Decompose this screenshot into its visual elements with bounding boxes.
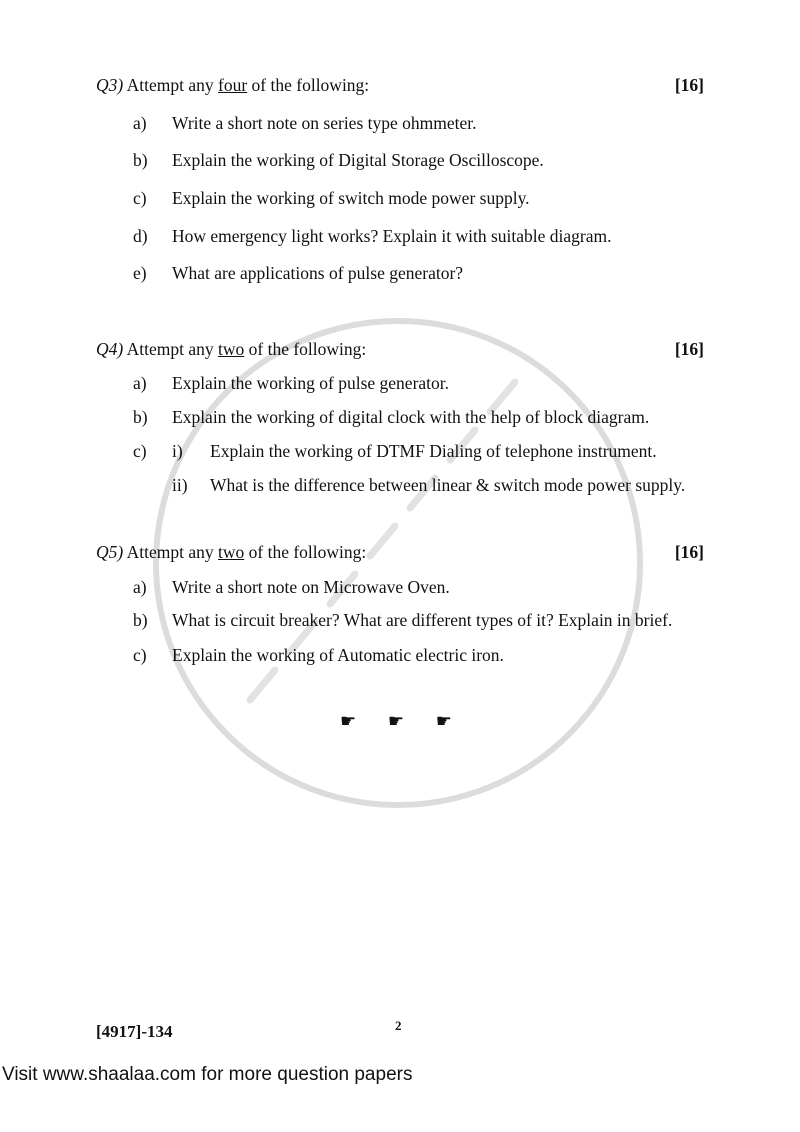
list-item-text: Explain the working of pulse generator. <box>172 373 450 393</box>
instruction-emphasis: four <box>218 75 248 95</box>
instruction-text: Attempt any <box>126 542 219 562</box>
list-item-letter: b) <box>133 407 148 427</box>
question-4-heading <box>96 338 366 360</box>
sub-item-roman: i) <box>172 441 183 461</box>
instruction-emphasis: two <box>218 339 245 359</box>
sub-item-text: What is the difference between linear & switch mode power supply. <box>210 475 686 495</box>
shaalaa-banner: Visit www.shaalaa.com for more question papers <box>2 1064 413 1085</box>
sub-item-roman: ii) <box>172 475 188 495</box>
instruction-text: of the following: <box>244 542 367 562</box>
page-number: 2 <box>395 1018 402 1033</box>
list-item-letter: b) <box>133 610 148 630</box>
instruction-text: Attempt any <box>126 339 219 359</box>
list-item-letter: c) <box>133 645 147 665</box>
question-label: Q5) <box>96 542 124 562</box>
list-item-letter: a) <box>133 373 147 393</box>
list-item-text: Explain the working of digital clock with the help of block diagram. <box>172 407 650 427</box>
list-item-text: What is circuit breaker? What are different types of it? Explain in brief. <box>172 610 673 630</box>
question-label: Q4) <box>96 339 124 359</box>
instruction-emphasis: two <box>218 542 245 562</box>
sub-item-text: Explain the working of DTMF Dialing of telephone instrument. <box>210 441 657 461</box>
list-item-text: What are applications of pulse generator? <box>172 263 464 283</box>
instruction-text: of the following: <box>244 339 367 359</box>
list-item-text: Write a short note on series type ohmmeter. <box>172 113 477 133</box>
paper-code: [4917]-134 <box>96 1022 173 1041</box>
question-label: Q3) <box>96 75 124 95</box>
instruction-text: of the following: <box>247 75 370 95</box>
list-item-text: Explain the working of Automatic electric iron. <box>172 645 504 665</box>
list-item-letter: d) <box>133 226 148 246</box>
list-item-text: Explain the working of switch mode power supply. <box>172 188 530 208</box>
question-4-marks: [16] <box>674 339 704 359</box>
list-item-text: How emergency light works? Explain it with suitable diagram. <box>172 226 612 246</box>
list-item-letter: a) <box>133 577 147 597</box>
list-item-letter: a) <box>133 113 147 133</box>
instruction-text: Attempt any <box>126 75 219 95</box>
list-item-letter: b) <box>133 150 148 170</box>
list-item-letter: c) <box>133 441 147 461</box>
question-5-marks: [16] <box>674 542 704 562</box>
list-item-text: Write a short note on Microwave Oven. <box>172 577 450 597</box>
question-3-heading <box>96 74 369 96</box>
question-3-marks: [16] <box>674 75 704 95</box>
list-item-letter: e) <box>133 263 147 283</box>
end-of-paper-hand-icons: ☛ ☛ ☛ <box>340 711 452 732</box>
list-item-text: Explain the working of Digital Storage Oscilloscope. <box>172 150 544 170</box>
question-5-heading <box>96 541 366 563</box>
list-item-letter: c) <box>133 188 147 208</box>
